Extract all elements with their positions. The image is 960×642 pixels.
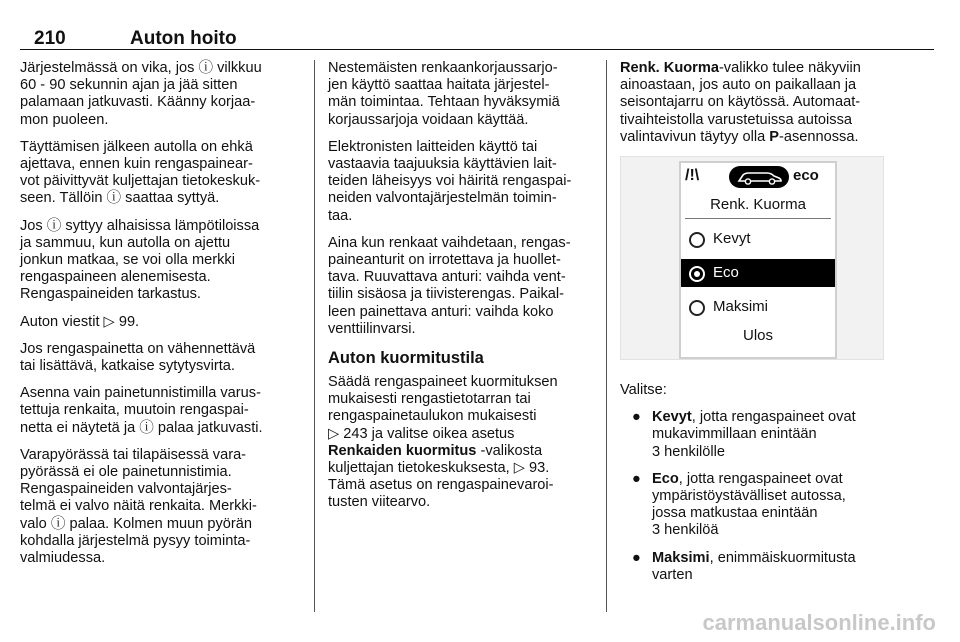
text-line: Aina kun renkaat vaihdetaan, rengas- (328, 234, 571, 251)
text-line: valo ⓘ palaa. Kolmen muun pyörän (20, 515, 253, 532)
para-12: Renk. Kuorma-valikko tulee näkyviin ainoastaan, jos auto on paikallaan ja seisontajarru on käytössä. Automaat- tivaihteistolla varustetuissa autoissa valintavivun täytyy olla P-asennossa. (620, 60, 920, 146)
text-line: leen painettava anturi: vaihda koko (328, 303, 554, 320)
para-3 (20, 218, 306, 304)
text-line: Rengaspaineiden tarkastus. (20, 286, 201, 303)
para-4 (20, 314, 306, 331)
text-line: 3 henkilöä (652, 522, 719, 539)
choose-label: Valitse: (620, 382, 667, 399)
eco-label: eco (793, 167, 819, 185)
text-line: pyörässä ei ole painetunnistimia. (20, 464, 232, 481)
text-line: vastaavia taajuuksia käyttävien lait- (328, 156, 557, 173)
option-exit[interactable]: Ulos (742, 327, 773, 345)
text-line: mukaisesti rengastietotarran tai (328, 391, 531, 408)
column-left (20, 60, 306, 577)
text-line: vot päivittyvät kuljettajan tietokeskuk- (20, 173, 261, 190)
para-11: Säädä rengaspaineet kuormituksen mukaisesti rengastietotarran tai rengaspainetaulukon mukaisesti ▷ 243 ja valitse oikea asetus Renkaiden kuormitus -valikosta kuljettajan tietokeskuksesta, ▷ 93. Tämä asetus on rengaspainevaroi- tusten viitearvo. (328, 374, 596, 512)
text-line: kuljettajan tietokeskuksesta, ▷ 93. (328, 460, 550, 477)
bullet-eco: ● Eco, jotta rengaspaineet ovat ympäristöystävälliset autossa, jossa matkustaa enintään 3 henkilöä (620, 471, 920, 540)
option-kevyt[interactable]: Kevyt (681, 225, 835, 253)
text-line: tiilin sisäosa ja tiivisterengas. Paikal- (328, 286, 565, 303)
radio-icon (689, 300, 705, 316)
text-line: ja sammuu, kun autolla on ajettu (20, 234, 231, 251)
text-line: Varapyörässä tai tilapäisessä vara- (20, 446, 247, 463)
section-title: Auton hoito (130, 28, 237, 49)
text-line: paineanturit on irrotettava ja huollet- (328, 252, 561, 269)
text-line: tettuja renkaita, muutoin rengaspai- (20, 402, 249, 419)
warning-icon: /!\ (685, 167, 700, 185)
text-line: tusten viitearvo. (328, 494, 431, 511)
text-line: jossa matkustaa enintään (652, 505, 818, 522)
text-line: Tämä asetus on rengaspainevaroi- (328, 477, 554, 494)
para-9 (328, 139, 596, 225)
option-eco[interactable]: Eco (681, 259, 835, 287)
text-line: Elektronisten laitteiden käyttö tai (328, 138, 538, 155)
text-line: tai lisättävä, katkaise sytytysvirta. (20, 358, 235, 375)
text-line: venttiilinvarsi. (328, 320, 416, 337)
text-line: palamaan jatkuvasti. Käänny korjaa- (20, 94, 256, 111)
text-line: Asenna vain painetunnistimilla varus- (20, 385, 261, 402)
bullet-dot: ● (632, 549, 641, 566)
bold-term: Renkaiden kuormitus (328, 442, 477, 459)
text-line: seisontajarru on käytössä. Automaat- (620, 94, 861, 111)
bullet-dot: ● (632, 409, 641, 426)
bullet-kevyt: ● Kevyt, jotta rengaspaineet ovat mukavimmillaan enintään 3 henkilölle (620, 409, 920, 461)
text-line: korjaussarjoja voidaan käyttää. (328, 111, 529, 128)
column-divider-1 (314, 60, 315, 612)
text-line: seen. Tällöin ⓘ saattaa syttyä. (20, 190, 220, 207)
text-line: Nestemäisten renkaankorjaussarjo- (328, 60, 558, 76)
text-line: Rengaspaineiden valvontajärjes- (20, 481, 232, 498)
display-title: Renk. Kuorma (710, 196, 806, 214)
text-line: jen käyttö saattaa haitata järjestel- (328, 77, 550, 94)
column-right (620, 60, 920, 594)
display-screen-illustration (620, 156, 884, 360)
display-frame (679, 161, 837, 359)
para-10 (328, 235, 596, 338)
text-line: rengaspaineen alenemisesta. (20, 269, 211, 286)
text-line: tivaihteistolla varustetuissa autoissa (620, 111, 852, 128)
text-line: tava. Ruuvattava anturi: vaihda vent- (328, 269, 566, 286)
text-line: Jos ⓘ syttyy alhaisissa lämpötiloissa (20, 217, 260, 234)
text-line: taa. (328, 207, 353, 224)
text-line: neiden valvontajärjestelmän toimin- (328, 190, 557, 207)
bullet-dot: ● (632, 470, 641, 487)
para-1 (20, 60, 306, 129)
text-line: rengaspainetaulukon mukaisesti (328, 408, 537, 425)
option-maksimi[interactable]: Maksimi (681, 293, 835, 321)
text-line: telmä ei valvo näitä renkaita. Merkki- (20, 498, 257, 515)
car-icon (729, 166, 789, 188)
text-line: Säädä rengaspaineet kuormituksen (328, 374, 558, 391)
watermark: carmanualsonline.info (702, 610, 936, 635)
text-line: ympäristöystävälliset autossa, (652, 488, 846, 505)
display-top-bar (681, 163, 835, 191)
radio-icon (689, 232, 705, 248)
page-header (20, 8, 920, 48)
text-line: jonkun matkaa, se voi olla merkki (20, 252, 235, 269)
text-line: mukavimmillaan enintään (652, 426, 817, 443)
text-line: teiden läheisyys voi häiritä rengaspai- (328, 173, 572, 190)
para-8 (328, 60, 596, 129)
text-line: ajettava, ennen kuin rengaspainear- (20, 156, 253, 173)
para-6 (20, 385, 306, 437)
text-line: Auton viestit ▷ 99. (20, 313, 140, 330)
para-5 (20, 341, 306, 375)
text-line: mon puoleen. (20, 111, 109, 128)
page-number: 210 (34, 28, 66, 49)
text-line: kohdalla järjestelmä pysyy toiminta- (20, 532, 251, 549)
text-line: 3 henkilölle (652, 443, 726, 460)
text-line: Järjestelmässä on vika, jos ⓘ vilkkuu (20, 60, 262, 76)
text-line: ▷ 243 ja valitse oikea asetus (328, 425, 515, 442)
text-line: 60 - 90 sekunnin ajan ja jää sitten (20, 77, 238, 94)
text-line: varten (652, 566, 693, 583)
para-2 (20, 139, 306, 208)
display-divider (685, 218, 831, 219)
text-line: Jos rengaspainetta on vähennettävä (20, 340, 256, 357)
header-rule (20, 49, 934, 50)
text-line: ainoastaan, jos auto on paikallaan ja (620, 77, 857, 94)
bullet-maksimi: ● Maksimi, enimmäiskuormitusta varten (620, 550, 920, 584)
text-line: netta ei näytetä ja ⓘ palaa jatkuvasti. (20, 419, 263, 436)
text-line: män toimintaa. Tehtaan hyväksymiä (328, 94, 560, 111)
heading-load-state: Auton kuormitustila (328, 349, 484, 368)
text-line: Täyttämisen jälkeen autolla on ehkä (20, 138, 253, 155)
column-divider-2 (606, 60, 607, 612)
text-line: valmiudessa. (20, 550, 106, 567)
radio-icon (689, 266, 705, 282)
column-middle (328, 60, 596, 522)
para-7 (20, 447, 306, 567)
